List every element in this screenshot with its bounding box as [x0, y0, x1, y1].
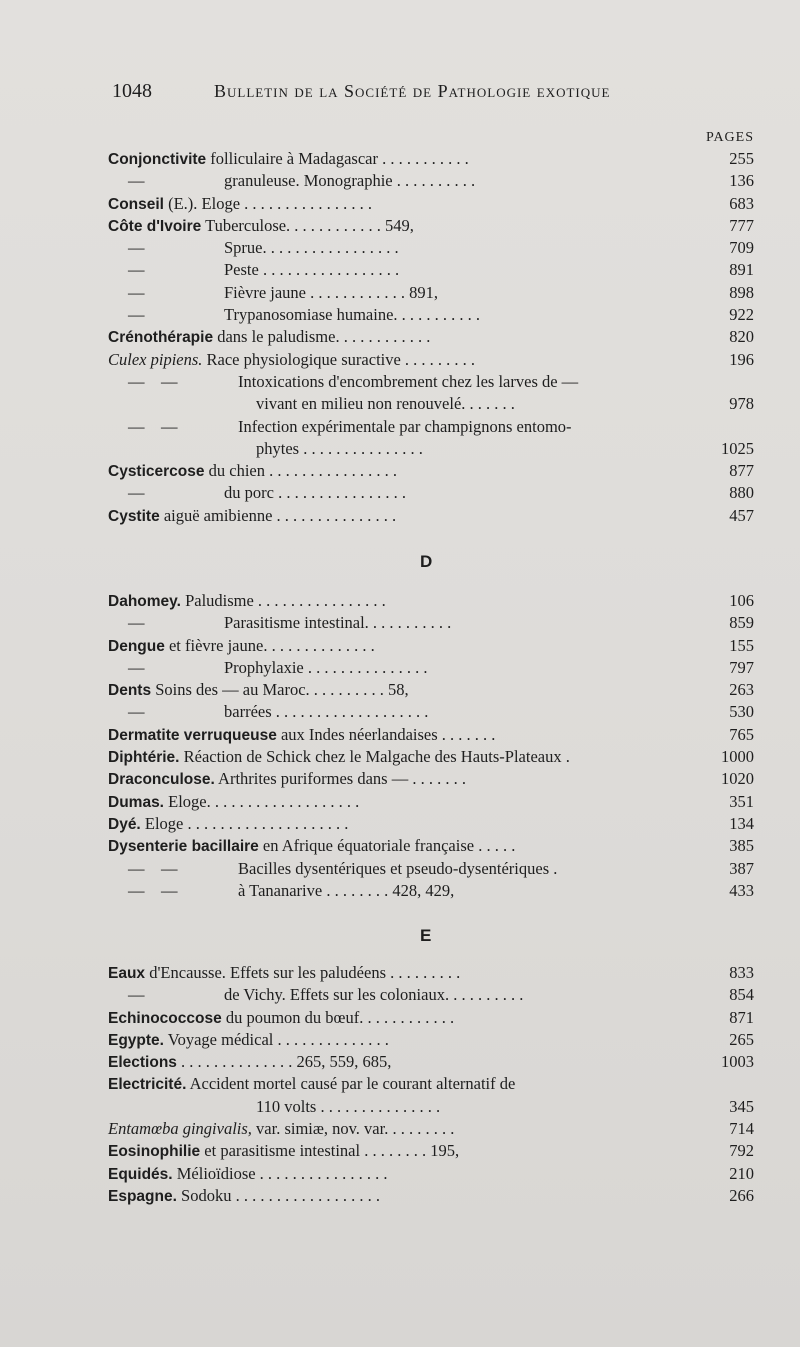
- entry-text: [108, 962, 460, 985]
- entry-description: Prophylaxie . . . . . . . . . . . . . . .: [224, 657, 428, 677]
- entry-text: [108, 635, 375, 658]
- page-number: 1048: [112, 80, 152, 102]
- entry-text: [128, 416, 572, 438]
- entry-keyword: Cysticercose: [108, 463, 205, 481]
- ditto-dash: —: [128, 657, 145, 677]
- entry-description: Parasitisme intestinal. . . . . . . . . . .: [224, 613, 452, 633]
- ditto-dash: —: [128, 282, 145, 302]
- entry-description: en Afrique équatoriale française . . . . .: [258, 836, 516, 856]
- index-entry: [108, 880, 754, 902]
- index-entry: [108, 148, 754, 170]
- index-entry: [108, 657, 754, 679]
- entry-description: du poumon du bœuf. . . . . . . . . . . .: [221, 1007, 455, 1027]
- entry-text: [108, 505, 396, 528]
- entry-continuation: vivant en milieu non renouvelé. . . . . . .: [256, 394, 515, 414]
- ditto-dash: —: [128, 702, 145, 722]
- entry-page-number: 457: [729, 505, 754, 525]
- entry-keyword: Côte d'Ivoire: [108, 217, 202, 235]
- index-entry: [108, 635, 754, 657]
- entry-continuation: 110 volts . . . . . . . . . . . . . . .: [256, 1096, 441, 1116]
- entry-text: [256, 393, 515, 415]
- entry-text: [128, 880, 454, 902]
- entry-text: [128, 701, 428, 723]
- ditto-dash: —: [128, 985, 145, 1005]
- index-entry: [108, 1163, 754, 1185]
- entry-page-number: 1025: [721, 438, 754, 458]
- entry-description: aiguë amibienne . . . . . . . . . . . . . . .: [159, 505, 397, 525]
- index-entry: [108, 590, 754, 612]
- entry-text: [108, 1051, 391, 1074]
- entry-description: Trypanosomiase humaine. . . . . . . . . . .: [224, 305, 481, 325]
- index-entry: [108, 701, 754, 723]
- entry-keyword: Cystite: [108, 507, 160, 525]
- index-entry: [108, 1185, 754, 1207]
- entry-description: Fièvre jaune . . . . . . . . . . . . 891,: [224, 282, 439, 302]
- entry-text: [108, 724, 495, 747]
- entry-description: granuleuse. Monographie . . . . . . . . . .: [224, 171, 476, 191]
- index-entry: [108, 679, 754, 701]
- entry-page-number: 797: [729, 657, 754, 677]
- entry-text: [108, 1140, 459, 1163]
- entry-page-number: 196: [729, 349, 754, 369]
- entry-description: Paludisme . . . . . . . . . . . . . . . .: [180, 591, 386, 610]
- index-entry: [108, 393, 754, 415]
- entry-description: Intoxications d'encombrement chez les larves de —: [238, 371, 579, 391]
- entry-text: [108, 746, 570, 769]
- entry-description: Bacilles dysentériques et pseudo-dysentériques .: [238, 858, 558, 878]
- entry-text: [128, 259, 399, 281]
- running-header: [112, 80, 660, 103]
- index-entry: [108, 768, 754, 790]
- entry-text: [108, 460, 397, 483]
- entry-keyword: Diphtérie.: [108, 749, 180, 767]
- index-entry: [108, 1051, 754, 1073]
- index-entry: [108, 326, 754, 348]
- entry-description: Soins des — au Maroc. . . . . . . . . . 58,: [151, 680, 409, 700]
- index-entry: [108, 1007, 754, 1029]
- index-entry: [108, 215, 754, 237]
- entry-description: de Vichy. Effets sur les coloniaux. . . . . . . . . .: [224, 985, 524, 1005]
- entry-keyword: Conjonctivite: [108, 151, 207, 168]
- entry-page-number: 877: [729, 461, 754, 481]
- entry-page-number: 265: [729, 1029, 754, 1049]
- entry-keyword: Dents: [108, 682, 152, 700]
- pages-column-label: PAGES: [705, 130, 754, 145]
- index-entry: [108, 170, 754, 192]
- entry-description: Eloge . . . . . . . . . . . . . . . . . . . .: [140, 813, 349, 833]
- entry-page-number: 106: [729, 591, 754, 610]
- entry-text: [108, 1073, 515, 1096]
- section-letter-d: D: [420, 552, 433, 571]
- ditto-dash: —: [128, 613, 145, 633]
- entry-keyword: Dahomey.: [108, 593, 181, 610]
- entry-page-number: 255: [729, 149, 754, 168]
- entry-keyword: Eaux: [108, 965, 146, 982]
- entry-description: à Tananarive . . . . . . . . 428, 429,: [238, 880, 455, 900]
- entry-page-number: 1000: [721, 747, 754, 767]
- entry-page-number: 714: [729, 1119, 754, 1139]
- entry-text: [108, 1118, 454, 1140]
- index-entry: [108, 1029, 754, 1051]
- entry-page-number: 210: [729, 1163, 754, 1183]
- ditto-dash: — —: [128, 371, 178, 391]
- entry-text: [128, 282, 438, 304]
- entry-page-number: 820: [729, 327, 754, 347]
- entry-keyword: Dyé.: [108, 815, 141, 833]
- entry-description: du porc . . . . . . . . . . . . . . . .: [224, 483, 406, 503]
- entry-description: Réaction de Schick chez le Malgache des Hauts-Plateaux .: [179, 747, 570, 767]
- index-entry: [108, 349, 754, 371]
- entry-keyword: Dysenterie bacillaire: [108, 838, 259, 856]
- entry-keyword: Conseil: [108, 195, 164, 213]
- entry-text: [108, 813, 348, 836]
- index-entry: [108, 1073, 754, 1095]
- entry-text: [108, 326, 430, 349]
- entry-keyword: Elections: [108, 1054, 177, 1072]
- ditto-dash: — —: [128, 858, 178, 878]
- entry-description: Eloge. . . . . . . . . . . . . . . . . . .: [164, 791, 360, 811]
- entry-description: Tuberculose. . . . . . . . . . . . 549,: [201, 215, 414, 235]
- entry-text: [108, 349, 475, 371]
- entry-text: [128, 482, 406, 504]
- entry-text: [128, 304, 480, 326]
- entry-description: Mélioïdiose . . . . . . . . . . . . . . . .: [172, 1163, 388, 1183]
- index-entry: [108, 282, 754, 304]
- entry-text: [128, 237, 399, 259]
- entry-page-number: 266: [729, 1185, 754, 1205]
- entry-description: Peste . . . . . . . . . . . . . . . . .: [224, 260, 400, 280]
- entry-continuation: phytes . . . . . . . . . . . . . . .: [256, 438, 423, 458]
- entry-keyword: Dermatite verruqueuse: [108, 726, 277, 744]
- index-entry: [108, 1096, 754, 1118]
- entry-description: Infection expérimentale par champignons entomo-: [238, 416, 572, 436]
- entry-description: barrées . . . . . . . . . . . . . . . . . . .: [224, 702, 429, 722]
- entry-keyword: Echinococcose: [108, 1009, 222, 1027]
- entry-page-number: 859: [729, 613, 754, 633]
- entry-page-number: 898: [729, 282, 754, 302]
- entry-text: [128, 612, 451, 634]
- entry-page-number: 136: [729, 171, 754, 191]
- entry-text: [108, 215, 414, 238]
- entry-page-number: 433: [729, 880, 754, 900]
- entry-page-number: 1020: [721, 769, 754, 789]
- index-entry: [108, 460, 754, 482]
- index-section-e: [108, 962, 754, 1207]
- entry-page-number: 765: [729, 724, 754, 744]
- entry-page-number: 891: [729, 260, 754, 280]
- index-section-c: [108, 148, 754, 527]
- entry-page-number: 530: [729, 702, 754, 722]
- index-entry: [108, 416, 754, 438]
- entry-text: [128, 170, 475, 192]
- entry-text: [108, 768, 466, 791]
- entry-description: Arthrites puriformes dans — . . . . . . .: [214, 769, 466, 789]
- index-entry: [108, 304, 754, 326]
- entry-text: [128, 371, 578, 393]
- entry-description: et fièvre jaune. . . . . . . . . . . . . .: [164, 635, 375, 655]
- entry-description: d'Encausse. Effets sur les paludéens . . . . . . . . .: [145, 963, 461, 982]
- section-letter-e: E: [420, 926, 432, 945]
- entry-keyword: Espagne.: [108, 1187, 177, 1205]
- entry-description: . . . . . . . . . . . . . . 265, 559, 685,: [176, 1052, 392, 1072]
- entry-text: [108, 148, 469, 171]
- journal-title: Bulletin de la Société de Pathologie exotique: [214, 81, 611, 101]
- index-entry: [108, 858, 754, 880]
- index-entry: [108, 259, 754, 281]
- index-entry: [108, 835, 754, 857]
- index-entry: [108, 746, 754, 768]
- entry-page-number: 263: [729, 680, 754, 700]
- entry-text: [108, 835, 515, 858]
- entry-text: [128, 984, 523, 1006]
- entry-text: [108, 193, 372, 216]
- entry-page-number: 978: [729, 394, 754, 414]
- index-entry: [108, 193, 754, 215]
- entry-page-number: 922: [729, 305, 754, 325]
- entry-text: [108, 791, 359, 814]
- index-entry: [108, 612, 754, 634]
- index-section-d: [108, 590, 754, 902]
- ditto-dash: — —: [128, 880, 178, 900]
- index-entry: [108, 482, 754, 504]
- index-entry: [108, 962, 754, 984]
- entry-keyword: Dumas.: [108, 793, 164, 811]
- entry-page-number: 683: [729, 193, 754, 213]
- entry-description: Sprue. . . . . . . . . . . . . . . . .: [224, 238, 399, 258]
- entry-page-number: 134: [729, 813, 754, 833]
- ditto-dash: —: [128, 171, 145, 191]
- index-entry: [108, 505, 754, 527]
- entry-description: Voyage médical . . . . . . . . . . . . . .: [163, 1029, 389, 1049]
- entry-page-number: 351: [729, 791, 754, 811]
- ditto-dash: —: [128, 305, 145, 325]
- index-entry: [108, 438, 754, 460]
- entry-italic-term: Entamœba gingivalis,: [108, 1119, 252, 1139]
- entry-text: [108, 1185, 380, 1208]
- entry-keyword: Egypte.: [108, 1031, 164, 1049]
- entry-keyword: Eosinophilie: [108, 1143, 201, 1161]
- entry-page-number: 155: [729, 635, 754, 655]
- entry-text: [256, 438, 423, 460]
- entry-description: var. simiæ, nov. var. . . . . . . . .: [251, 1119, 455, 1139]
- entry-description: dans le paludisme. . . . . . . . . . . .: [213, 327, 431, 347]
- ditto-dash: — —: [128, 416, 178, 436]
- index-entry: [108, 791, 754, 813]
- entry-page-number: 387: [729, 858, 754, 878]
- index-entry: [108, 1118, 754, 1140]
- entry-description: (E.). Eloge . . . . . . . . . . . . . . . .: [163, 193, 373, 213]
- entry-text: [108, 679, 409, 702]
- index-entry: [108, 984, 754, 1006]
- entry-page-number: 345: [729, 1096, 754, 1116]
- entry-description: Sodoku . . . . . . . . . . . . . . . . . .: [176, 1185, 380, 1205]
- index-entry: [108, 1140, 754, 1162]
- ditto-dash: —: [128, 483, 145, 503]
- entry-page-number: 777: [729, 215, 754, 235]
- index-entry: [108, 813, 754, 835]
- entry-description: Accident mortel causé par le courant alternatif de: [186, 1074, 516, 1094]
- entry-description: folliculaire à Madagascar . . . . . . . . . . .: [206, 149, 469, 168]
- entry-text: [108, 1029, 389, 1052]
- entry-page-number: 385: [729, 836, 754, 856]
- entry-text: [128, 657, 428, 679]
- ditto-dash: —: [128, 260, 145, 280]
- entry-keyword: Equidés.: [108, 1165, 173, 1183]
- entry-keyword: Dengue: [108, 637, 165, 655]
- entry-keyword: Electricité.: [108, 1076, 187, 1094]
- entry-page-number: 871: [729, 1007, 754, 1027]
- entry-page-number: 854: [729, 985, 754, 1005]
- entry-page-number: 709: [729, 238, 754, 258]
- entry-page-number: 792: [729, 1141, 754, 1161]
- entry-text: [256, 1096, 440, 1118]
- entry-text: [128, 858, 557, 880]
- entry-keyword: Crénothérapie: [108, 329, 214, 347]
- entry-keyword: Draconculose.: [108, 771, 215, 789]
- ditto-dash: —: [128, 238, 145, 258]
- entry-text: [108, 1163, 388, 1186]
- entry-description: du chien . . . . . . . . . . . . . . . .: [204, 461, 397, 481]
- entry-description: Race physiologique suractive . . . . . . . . .: [202, 349, 476, 369]
- entry-italic-term: Culex pipiens.: [108, 349, 203, 369]
- entry-page-number: 833: [729, 963, 754, 982]
- entry-description: et parasitisme intestinal . . . . . . . . 195,: [200, 1141, 460, 1161]
- index-entry: [108, 371, 754, 393]
- index-entry: [108, 237, 754, 259]
- index-entry: [108, 724, 754, 746]
- entry-text: [108, 590, 386, 613]
- entry-page-number: 880: [729, 483, 754, 503]
- entry-text: [108, 1007, 454, 1030]
- entry-page-number: 1003: [721, 1052, 754, 1072]
- entry-description: aux Indes néerlandaises . . . . . . .: [276, 724, 496, 744]
